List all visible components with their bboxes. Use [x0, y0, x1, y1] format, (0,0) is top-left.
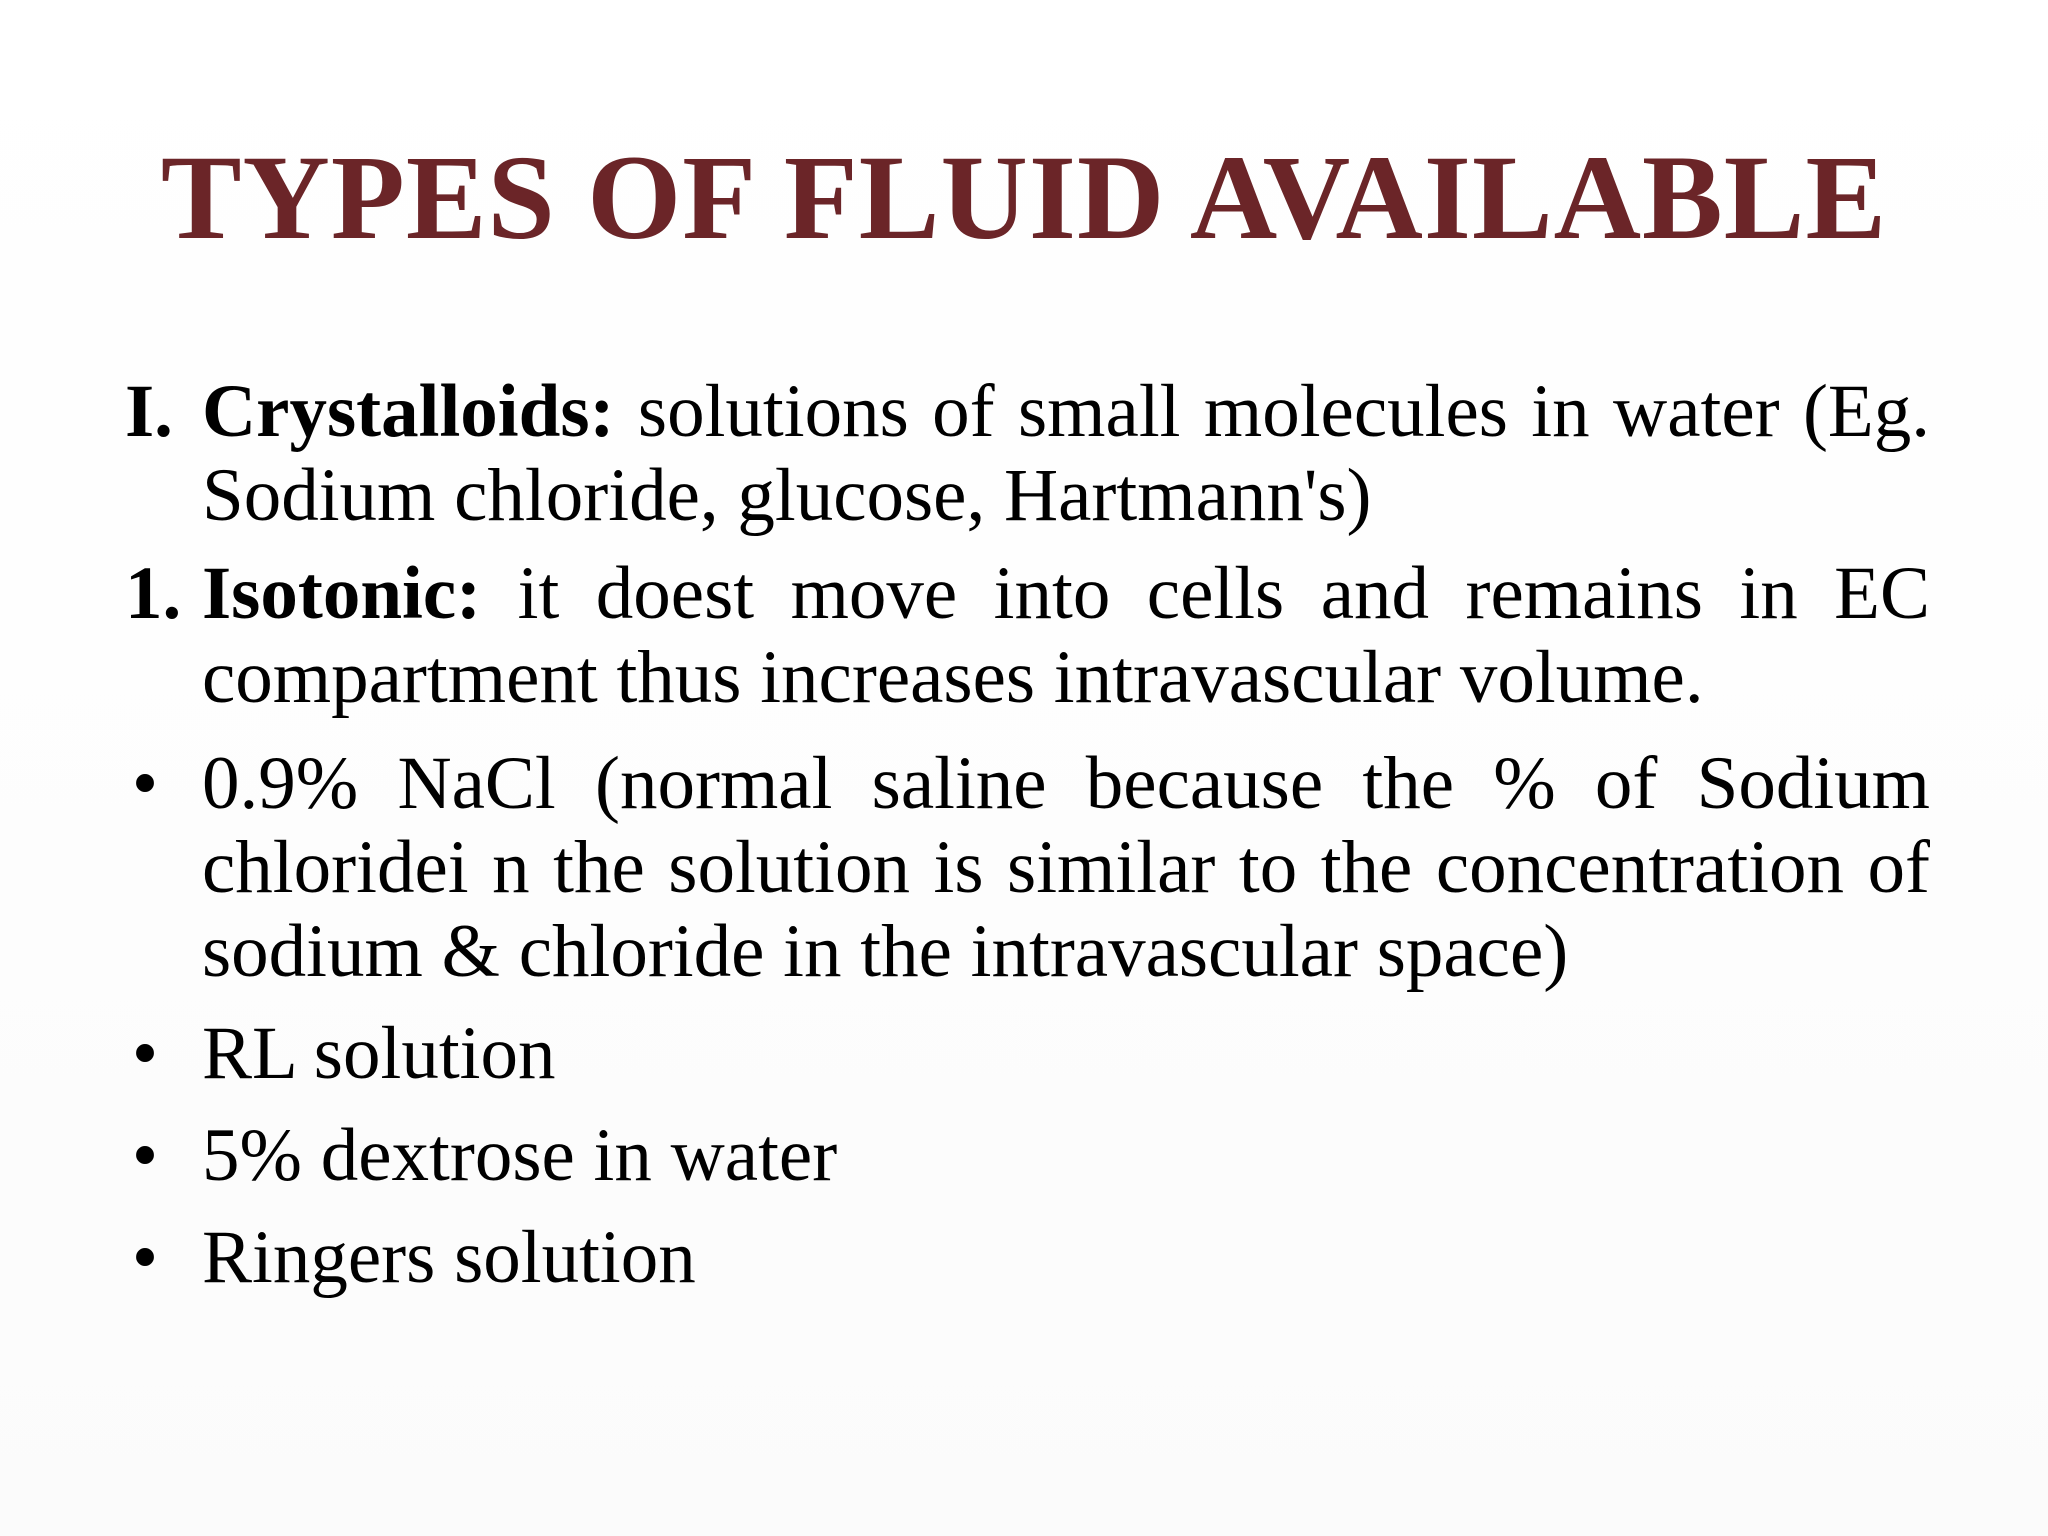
isotonic-text: it doest move into cells and remains in EC compartment thus increases intravascular volume. — [202, 552, 1930, 719]
bullet-text: RL solution — [202, 1012, 556, 1095]
bullet-text: Ringers solution — [202, 1216, 696, 1299]
slide-body — [125, 370, 1930, 1300]
isotonic-heading: Isotonic: — [202, 552, 482, 635]
bullet-icon: • — [131, 1216, 159, 1299]
crystalloids-text: solutions of small molecules in water (Eg. Sodium chloride, glucose, Hartmann's) — [202, 370, 1930, 537]
bullet-icon: • — [131, 742, 159, 825]
bullet-item — [125, 742, 1930, 994]
bullet-item — [125, 1216, 1930, 1300]
bullet-icon: • — [131, 1012, 159, 1095]
bullet-text: 0.9% NaCl (normal saline because the % of Sodium chloridei n the solution is similar to the concentration of sodium & chloride in the intravascular space) — [202, 742, 1930, 993]
bullet-item — [125, 1114, 1930, 1198]
bullet-text: 5% dextrose in water — [202, 1114, 838, 1197]
bullet-icon: • — [131, 1114, 159, 1197]
bullet-item — [125, 1012, 1930, 1096]
isotonic-paragraph — [125, 552, 1930, 720]
slide-title: TYPES OF FLUID AVAILABLE — [160, 131, 1888, 265]
number-marker: 1. — [125, 552, 182, 635]
crystalloids-heading: Crystalloids: — [202, 370, 615, 453]
roman-numeral-marker: I. — [125, 370, 173, 453]
crystalloids-paragraph — [125, 370, 1930, 538]
